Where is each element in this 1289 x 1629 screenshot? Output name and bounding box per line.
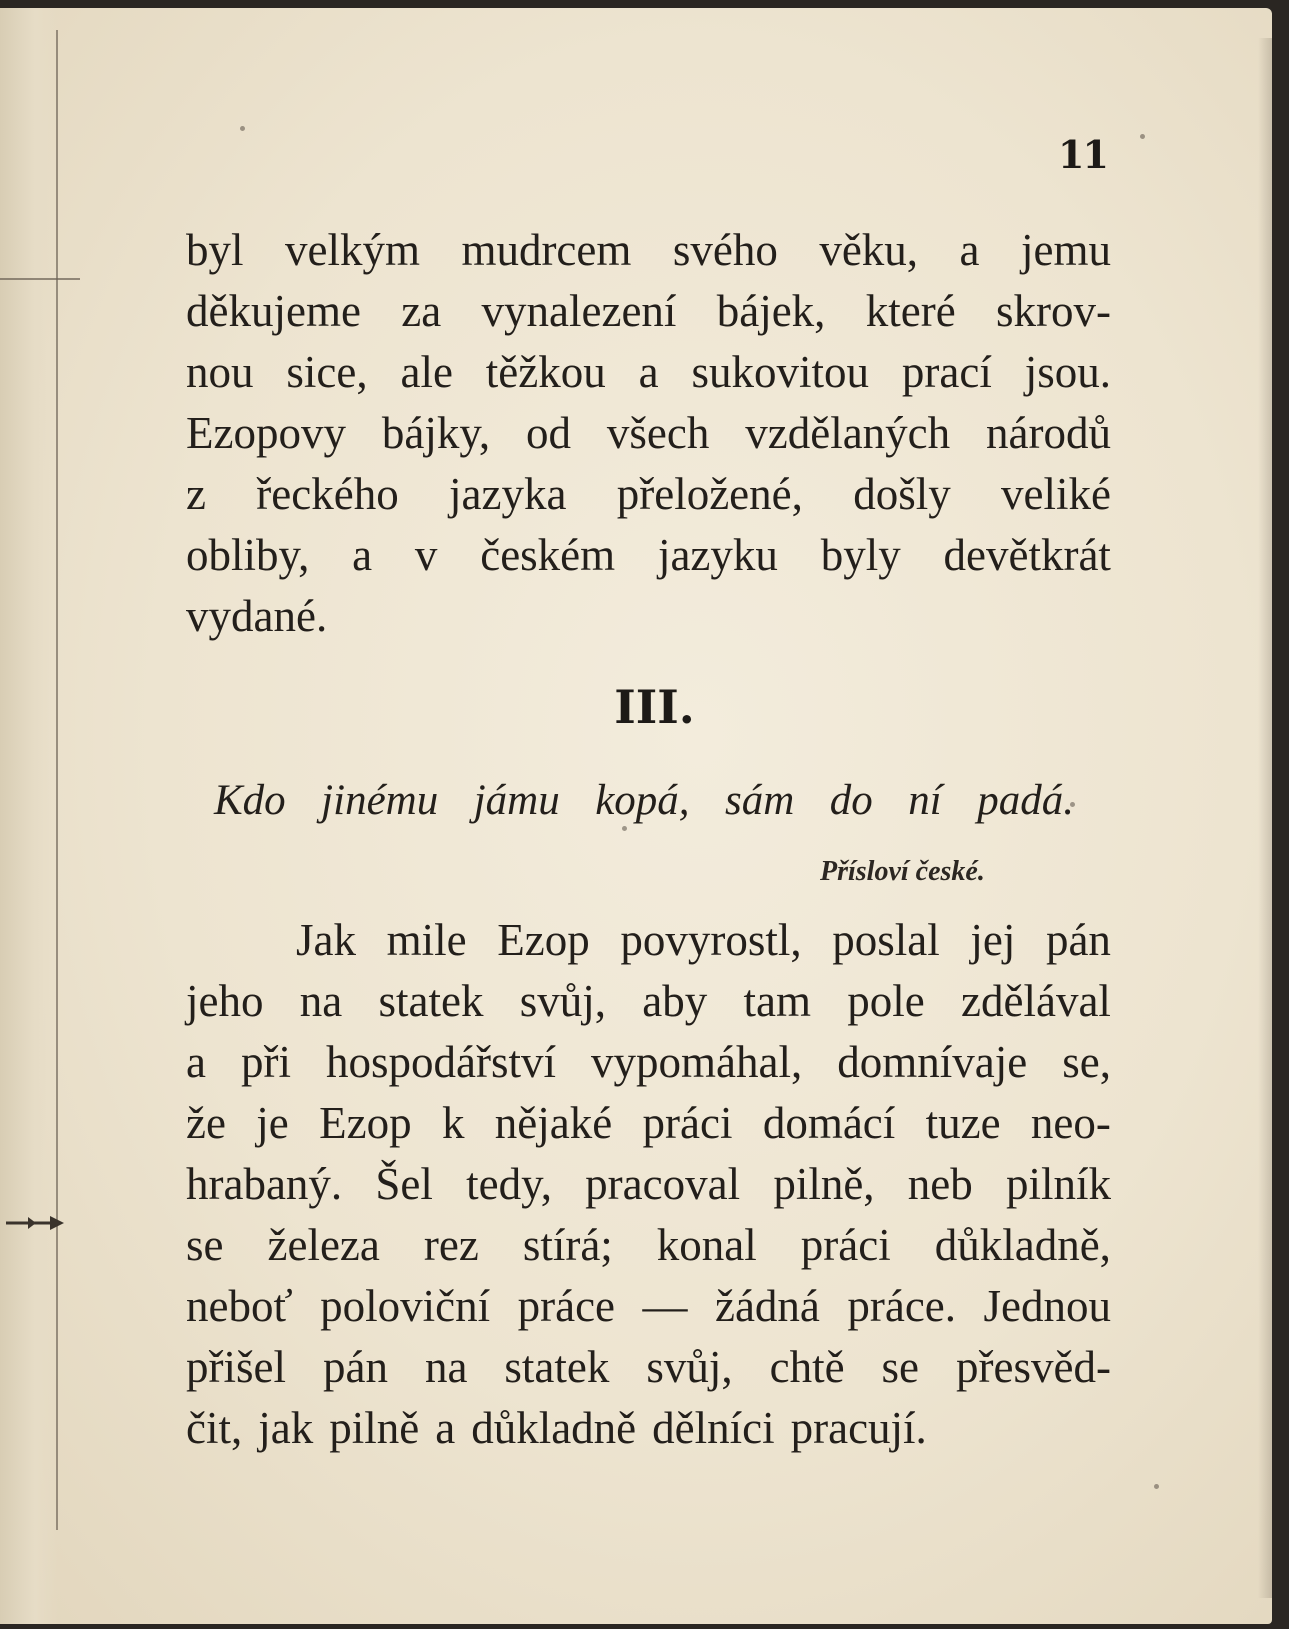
page-edge-shadow xyxy=(1258,38,1272,1598)
text-line: přišel pán na statek svůj, chtě se přesvěd- xyxy=(186,1342,1111,1392)
proverb-attribution: Přísloví české. xyxy=(820,856,985,887)
text-line: se železa rez stírá; konal práci důkladně, xyxy=(186,1220,1111,1270)
text-line: obliby, a v českém jazyku byly devětkrát xyxy=(186,530,1111,580)
page-gutter xyxy=(0,8,58,1624)
text-line: že je Ezop k nějaké práci domácí tuze neo- xyxy=(186,1098,1111,1148)
binding-line xyxy=(56,30,58,1530)
text-line: čit, jak pilně a důkladně dělníci pracují. xyxy=(186,1403,927,1453)
book-page xyxy=(0,8,1272,1624)
text-line: hrabaný. Šel tedy, pracoval pilně, neb pilník xyxy=(186,1159,1111,1209)
ink-speck xyxy=(1140,134,1145,139)
page-number: 11 xyxy=(1058,132,1107,177)
text-line: děkujeme za vynalezení bájek, které skrov- xyxy=(186,286,1111,336)
text-line: vydané. xyxy=(186,591,328,641)
text-line: a při hospodářství vypomáhal, domnívaje se, xyxy=(186,1037,1111,1087)
paragraph-2 xyxy=(186,910,1111,1459)
text-line: z řeckého jazyka přeložené, došly veliké xyxy=(186,469,1111,519)
binding-mark xyxy=(0,278,80,280)
text-line: Jak mile Ezop povyrostl, poslal jej pán xyxy=(296,915,1111,965)
text-line: jeho na statek svůj, aby tam pole zdělával xyxy=(186,976,1111,1026)
text-line: byl velkým mudrcem svého věku, a jemu xyxy=(186,225,1111,275)
ink-speck xyxy=(240,126,245,131)
text-line: Ezopovy bájky, od všech vzdělaných národů xyxy=(186,408,1111,458)
ink-speck xyxy=(1154,1484,1159,1489)
text-line: nou sice, ale těžkou a sukovitou prací jsou. xyxy=(186,347,1111,397)
section-heading: III. xyxy=(614,680,695,734)
binding-arrow-icon xyxy=(6,1216,64,1230)
ink-speck xyxy=(622,826,627,831)
paragraph-1 xyxy=(186,220,1111,647)
proverb-heading: Kdo jinému jámu kopá, sám do ní padá. xyxy=(214,777,1074,824)
text-line: neboť poloviční práce — žádná práce. Jednou xyxy=(186,1281,1111,1331)
